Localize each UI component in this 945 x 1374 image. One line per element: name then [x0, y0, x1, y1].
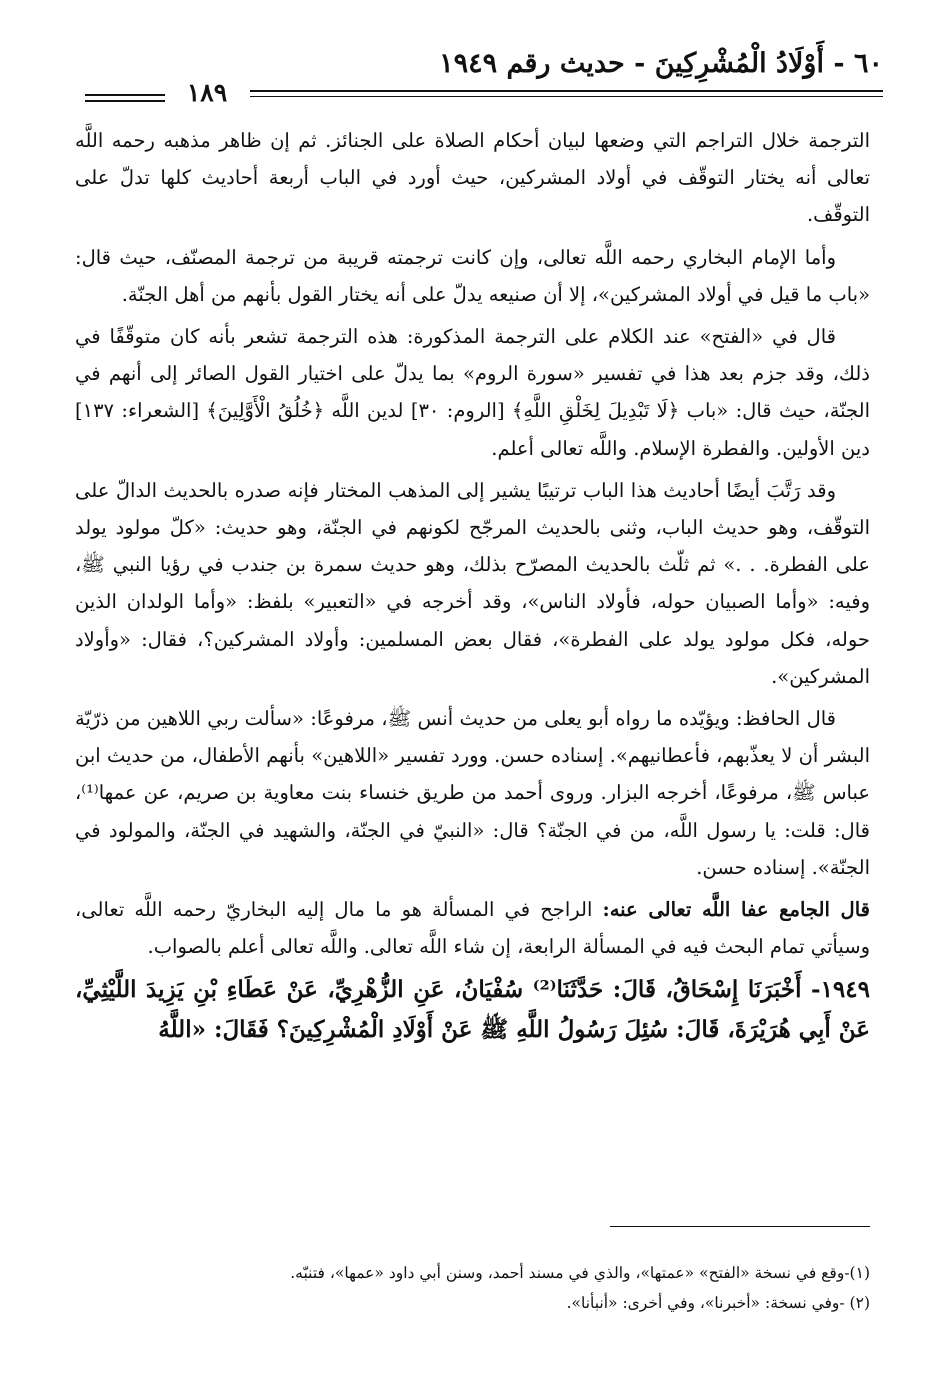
paragraph: الترجمة خلال التراجم التي وضعها لبيان أحكام الصلاة على الجنائز. ثم إن ظاهر مذهبه رحمه اللَّه تعالى أنه يختار التوقّف في أولاد المشركين، حيث أورد في الباب أربعة أحاديث كلها تدلّ على التوقّف.	[75, 129, 870, 227]
footnotes	[75, 1258, 870, 1318]
page-number: ١٨٩	[186, 78, 228, 107]
footnote-rule	[610, 1226, 870, 1227]
main-text	[75, 122, 870, 1055]
jami-note-lead: قال الجامع عفا اللَّه تعالى عنه:	[602, 898, 870, 922]
page-number-rule	[85, 94, 165, 102]
jami-note-text: الراجح في المسألة هو ما مال إليه البخاريّ رحمه اللَّه تعالى، وسيأتي تمام البحث فيه في المسألة الرابعة، إن شاء اللَّه تعالى. واللَّه تعالى أعلم بالصواب.	[75, 898, 870, 959]
paragraph: وأما الإمام البخاري رحمه اللَّه تعالى، وإن كانت ترجمته قريبة من ترجمة المصنّف، حيث قال: «باب ما قيل في أولاد المشركين»، إلا أن صنيعه يدلّ على أنه يختار القول بأنهم من أهل الجنّة.	[75, 245, 870, 306]
paragraph: وقد رَتَّبَ أيضًا أحاديث هذا الباب ترتيبًا يشير إلى المذهب المختار فإنه صدره بالحديث الدالّ على التوقّف، وهو حديث الباب، وثنى بالحديث المرجّح لكونهم في الجنّة، وهو حديث: «كلّ مولود يولد على الفطرة. . .» ثم ثلّث بالحديث المصرّح بذلك، وهو حديث سمرة بن جندب في رؤيا النبي ﷺ، وفيه: «وأما الصبيان حوله، فأولاد الناس»، وقد أخرجه في «التعبير» بلفظ: «وأما الولدان الذين حوله، فكل مولود يولد على الفطرة»، فقال بعض المسلمين: وأولاد المشركين؟، فقال: «وأولاد المشركين».	[75, 478, 870, 688]
footnote-1: (١)-وقع في نسخة «الفتح» «عمتها»، والذي في مسند أحمد، وسنن أبي داود «عمها»، فتنبّه.	[290, 1264, 870, 1282]
jami-note-paragraph	[75, 891, 870, 965]
footnote-2: (٢) -وفي نسخة: «أخبرنا»، وفي أخرى: «أنبأنا».	[566, 1294, 870, 1312]
header-rule	[250, 90, 883, 97]
running-header-title: ٦٠ - أَوْلَادُ الْمُشْرِكِينَ - حديث رقم ١٩٤٩	[439, 48, 883, 79]
hadith-text: ١٩٤٩- أَخْبَرَنَا إِسْحَاقُ، قَالَ: حَدَّثَنَا⁽²⁾ سُفْيَانُ، عَنِ الزُّهْرِيِّ، عَنْ عَطَاءِ بْنِ يَزِيدَ اللَّيْثِيِّ، عَنْ أَبِي هُرَيْرَةَ، قَالَ: سُئِلَ رَسُولُ اللَّهِ ﷺ عَنْ أَوْلَادِ الْمُشْرِكِينَ؟ فَقَالَ: «اللَّهُ	[75, 976, 870, 1044]
paragraph: قال في «الفتح» عند الكلام على الترجمة المذكورة: هذه الترجمة تشعر بأنه كان متوقّفًا في ذلك، وقد جزم بعد هذا في تفسير «سورة الروم» بما يدلّ على اختيار القول الصائر إلى أنهم في الجنّة، حيث قال: «باب ﴿لَا تَبْدِيلَ لِخَلْقِ اللَّهِ﴾ [الروم: ٣٠] لدين اللَّه ﴿خُلُقُ الْأَوَّلِينَ﴾ [الشعراء: ١٣٧] دين الأولين. والفطرة الإسلام. واللَّه تعالى أعلم.	[75, 325, 870, 460]
paragraph: قال الحافظ: ويؤيّده ما رواه أبو يعلى من حديث أنس ﷺ، مرفوعًا: «سألت ربي اللاهين من ذرّيّة البشر أن لا يعذّبهم، فأعطانيهم». إسناده حسن. وورد تفسير «اللاهين» بأنهم الأطفال، من حديث ابن عباس ﷺ، مرفوعًا، أخرجه البزار. وروى أحمد من طريق خنساء بنت معاوية بن صريم، عن عمها⁽¹⁾، قال: قلت: يا رسول اللَّه، من في الجنّة؟ قال: «النبيّ في الجنّة، والشهيد في الجنّة، والمولود في الجنّة». إسناده حسن.	[75, 707, 870, 879]
